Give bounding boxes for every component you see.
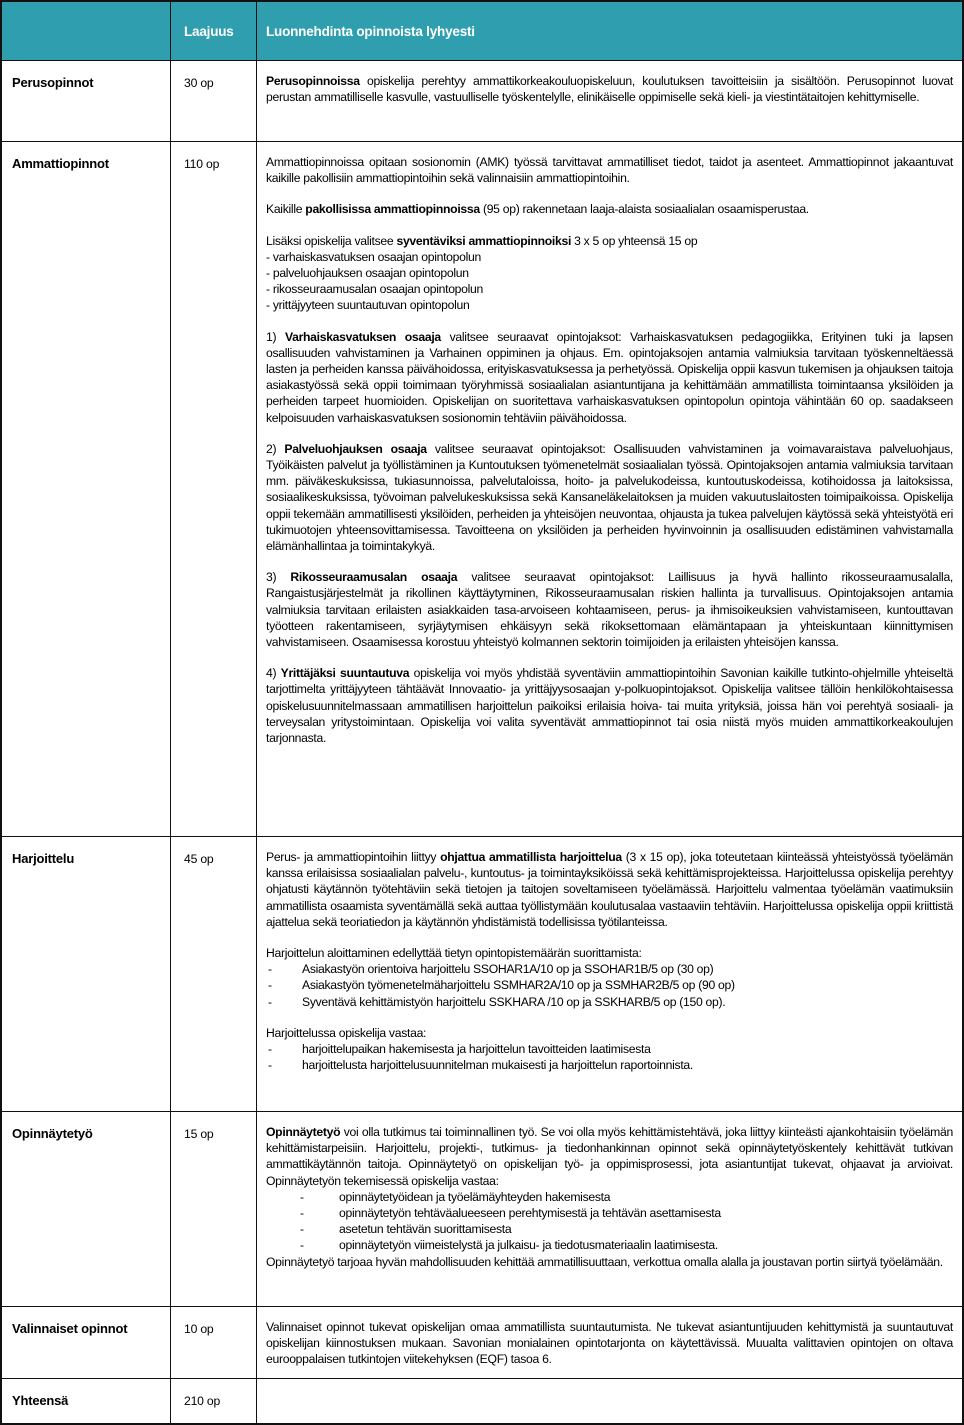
dash-marker: -: [268, 962, 272, 977]
header-cell-laajuus: [171, 2, 257, 60]
cell-label: [2, 837, 171, 1111]
text-run: 3): [266, 570, 291, 585]
cell-description: [257, 837, 962, 1111]
list-item-text: opinnäytetyön tehtäväalueeseen perehtymisestä ja tehtävän asettamisesta: [339, 1206, 721, 1221]
study-path-block: [266, 233, 953, 314]
text-run: 3 x 5 op yhteensä 15 op: [571, 233, 698, 248]
paragraph: [266, 849, 953, 930]
requirements-block: [266, 945, 953, 1010]
cell-credits: [171, 1307, 257, 1378]
bold-run: Palveluohjauksen osaaja: [284, 441, 427, 456]
paragraph: [266, 329, 953, 426]
text-run: valitsee seuraavat opintojaksot: Osallisuuden vahvistaminen ja voimavaraistava palveluohjaus, Työikäisten palvelut ja työllistäminen ja Kuntoutuksen työmenetelmät sosiaalialan työssä. Opintojaksojen antamia valmiuksia tarvitaan mm. päiväkeskuksissa, tukiasunnoissa, palvelutaloissa, hoito- ja palvelukodeissa, kuntoutuskodeissa, kotihoidossa ja laitoksissa, sosiaalikeskuksissa, työvoiman palvelukeskuksissa sekä Kansaneläkelaitoksen ja muiden vakuutuslaitosten toimipaikoissa. Opiskelija oppii tekemään ammatillisesti yksilöiden, perheiden ja yhteisöjen neuvontaa, ohjausta ja tukea palvelujen käytössä sekä yhteistyötä eri tukimuotojen yhteensovittamisessa. Tavoitteena on yksilöiden ja perheiden hyvinvoinnin ja osallisuuden edistäminen vahvistamalla elämänhallintaa ja toimintakykyä.: [266, 441, 953, 554]
credits-value: 45 op: [184, 852, 214, 866]
list-item: [300, 1237, 953, 1253]
cell-label: [2, 142, 171, 836]
dash-marker: -: [300, 1238, 304, 1253]
table-row-perusopinnot: [2, 60, 962, 141]
list-item: [266, 1057, 953, 1073]
row-label: Harjoittelu: [12, 851, 75, 866]
header-cell-description: [257, 2, 962, 60]
text-run: valitsee seuraavat opintojaksot: Laillisuus ja hyvä hallinto rikosseuraamusalalla, Rangaistusjärjestelmät ja rikollinen käyttäytyminen, Rikosseuraamusalan riskien hallinta ja turvallisuus. Opintojaksojen antamia valmiuksia tarvitaan erilaisten asiakkaiden tasa-arvoiseen kohtaamiseen, perus- ja ihmisoikeuksien vahvistamiseen, kuntouttavan työotteen rakentamiseen, syrjäytymisen ehkäisyyn sekä rikoksettomaan elämäntapaan ja yhteiskuntaan kiinnittymisen vahvistamiseen. Osaamisessa korostuu yhteistyö kolmannen sektorin toimijoiden ja erilaisten yhteisöjen kanssa.: [266, 570, 954, 650]
cell-description: [257, 1112, 962, 1306]
list-item-text: opinnäytetyön viimeistelystä ja julkaisu- ja tiedotusmateriaalin laatimisesta.: [339, 1238, 718, 1253]
row-label: Yhteensä: [12, 1393, 69, 1408]
list-item: [300, 1205, 953, 1221]
credits-value: 15 op: [184, 1127, 214, 1141]
table-row-yhteensa: [2, 1378, 962, 1423]
dash-marker: -: [268, 1042, 272, 1057]
cell-credits: [171, 837, 257, 1111]
text-run: opiskelija voi myös yhdistää syventäviin ammattiopintoihin Savonian kaikille tutkinto-ohjelmille yhteiseltä tarjottimelta yrittäjyyteen tähtäävät Innovaatio- ja yrittäjyysosaajan y-polkuopintojaksot. Opiskelija valitsee tällöin henkilökohtaisessa opiskelusuunnitelmassaan ammatillisen harjoittelun paikoiksi erilaisia hoiva- tai muita yrityksiä, joissa hän voi perehtyä sosiaali- ja terveysalan yritystoimintaan. Opiskelija voi valita syventävät ammattiopinnot tai osia niistä myös muiden ammattikorkeakoulujen tarjonnasta.: [266, 666, 953, 746]
bold-run: Perusopinnoissa: [266, 74, 360, 88]
bold-run: Opinnäytetyö: [266, 1125, 341, 1139]
dash-marker: -: [300, 1189, 304, 1204]
list-item: [266, 1041, 953, 1057]
cell-credits: [171, 1379, 257, 1423]
list-item-text: harjoittelusta harjoittelusuunnitelman mukaisesti ja harjoittelun raportoinnista.: [302, 1058, 693, 1073]
cell-label: [2, 1307, 171, 1378]
list-item: [266, 961, 953, 977]
text-run: (3 x 15 op), joka toteutetaan kiinteässä yhteistyössä työelämän kanssa erilaisissa sosiaalialan palvelu-, kuntoutus- ja toimintayksiköissä sekä kehittämisprojekteissa. Harjoittelussa opiskelija perehtyy ohjatusti käytännön työtehtäviin sekä tietojen ja taitojen soveltamiseen työelämässä. Harjoittelu valmentaa työelämän vaatimuksiin ammatillista osaamista syventämällä sekä auttaa työllistymään koulutusalaa vastaaviin tehtäviin. Harjoittelussa opiskelija oppii kriittistä ajattelua sekä teoriatiedon ja käytännön yhdistämistä todellisissa työtilanteissa.: [266, 850, 953, 929]
list-item-text: opinnäytetyöidean ja työelämäyhteyden hakemisesta: [339, 1189, 611, 1204]
study-path-item: - palveluohjauksen osaajan opintopolun: [266, 266, 469, 281]
bold-run: Rikosseuraamusalan osaaja: [290, 570, 458, 585]
list-item-text: Asiakastyön työmenetelmäharjoittelu SSMHAR2A/10 op ja SSMHAR2B/5 op (90 op): [302, 978, 735, 993]
credits-value: 30 op: [184, 76, 214, 90]
dash-marker: -: [300, 1206, 304, 1221]
bold-run: Yrittäjäksi suuntautuva: [280, 666, 410, 681]
dash-marker: -: [268, 978, 272, 993]
table-row-harjoittelu: [2, 836, 962, 1111]
table-row-opinnaytetyo: [2, 1111, 962, 1306]
cell-description-empty: [257, 1379, 962, 1423]
row-label: Perusopinnot: [12, 75, 94, 90]
list-item: [300, 1189, 953, 1205]
responsibilities-block: [266, 1025, 953, 1074]
paragraph: [266, 441, 953, 554]
cell-description: [257, 142, 962, 836]
bold-run: pakollisissa ammattiopinnoissa: [305, 202, 480, 217]
text-run: 4): [266, 666, 281, 681]
text-run: valitsee seuraavat opintojaksot: Varhaiskasvatuksen pedagogiikka, Erityinen tuki ja lapsen osallisuuden vahvistaminen ja Varhainen oppiminen ja ohjaus. Em. opintojaksojen antamia valmiuksia tarvitaan työskenneltäessä lasten ja perheiden kanssa päivähoidossa, erityiskasvatuksessa ja perhetyössä. Opiskelija oppii kasvun tukemisen ja ohjauksen taitoja asiakastyössä sekä oppii toimimaan työryhmissä sosiaalialan asiantuntijana ja kehittämään ammatillista toimintaansa yksilöiden ja perheiden tarpeet huomioiden. Opiskelijan on suoritettava varhaiskasvatuksen opintopolun opintoja vähintään 60 op. saadakseen kelpoisuuden varhaiskasvatuksen sosionomin tehtäviin päivähoidossa.: [266, 329, 953, 425]
text-run: Perus- ja ammattiopintoihin liittyy: [266, 850, 441, 864]
paragraph: [266, 1124, 953, 1189]
text-run: 1): [266, 329, 285, 344]
credits-value: 110 op: [184, 157, 220, 171]
thesis-task-list: [266, 1189, 953, 1254]
paragraph: [266, 154, 953, 186]
header-cell-empty: [2, 2, 171, 60]
cell-description: [257, 1307, 962, 1378]
list-item-text: asetetun tehtävän suorittamisesta: [339, 1222, 512, 1237]
paragraph: [266, 1319, 953, 1368]
paragraph: [266, 73, 953, 105]
cell-credits: [171, 1112, 257, 1306]
text-run: (95 op) rakennetaan laaja-alaista sosiaalialan osaamisperustaa.: [479, 202, 809, 217]
cell-label: [2, 1112, 171, 1306]
cell-label: [2, 61, 171, 141]
header-description-label: Luonnehdinta opinnoista lyhyesti: [266, 23, 475, 39]
list-item-text: Asiakastyön orientoiva harjoittelu SSOHAR1A/10 op ja SSOHAR1B/5 op (30 op): [302, 962, 714, 977]
paragraph: [266, 665, 953, 746]
text-run: Valinnaiset opinnot tukevat opiskelijan omaa ammatillista suuntautumista. Ne tukevat asiantuntijuuden kehittymistä ja suuntautuvat opiskelijan kiinnostuksen mukaan. Savonian monialainen opintotarjonta on käytettävissä. Muualta valittavien opintojen on oltava eurooppalaisen tutkintojen viitekehyksen (EQF) tasoa 6.: [266, 1320, 953, 1367]
cell-description: [257, 61, 962, 141]
closing-paragraph: Opinnäytetyö tarjoaa hyvän mahdollisuuden kehittää ammatillisuuttaan, verkottua omalla alalla ja joustavan portin siirtyä työelämään.: [266, 1254, 943, 1269]
text-run: Kaikille: [266, 202, 306, 217]
text-run: opiskelija perehtyy ammattikorkeakouluopiskeluun, koulutuksen tavoitteisiin ja sisältöön. Perusopinnot luovat perustan ammatilliselle kasvulle, vastuulliselle työskentelylle, elinikäiselle oppimiselle sekä kieli- ja viestintätaitojen kehittymiselle.: [266, 74, 953, 105]
cell-credits: [171, 142, 257, 836]
table-header-row: [2, 2, 962, 60]
list-item-text: Syventävä kehittämistyön harjoittelu SSKHARA /10 op ja SSKHARB/5 op (150 op).: [302, 994, 726, 1009]
dash-marker: -: [268, 994, 272, 1009]
header-laajuus-label: Laajuus: [184, 23, 234, 39]
credits-value: 10 op: [184, 1322, 214, 1336]
cell-label: [2, 1379, 171, 1423]
study-path-item: - varhaiskasvatuksen osaajan opintopolun: [266, 249, 481, 264]
cell-credits: [171, 61, 257, 141]
row-label: Ammattiopinnot: [12, 156, 109, 171]
table-row-valinnaiset-opinnot: [2, 1306, 962, 1378]
list-item: [300, 1221, 953, 1237]
study-path-item: - yrittäjyyteen suuntautuvan opintopolun: [266, 298, 470, 313]
text-run: 2): [266, 441, 285, 456]
row-label: Opinnäytetyö: [12, 1126, 93, 1141]
list-item: [266, 994, 953, 1010]
dash-marker: -: [300, 1222, 304, 1237]
row-label: Valinnaiset opinnot: [12, 1321, 128, 1336]
bold-run: syventäviksi ammattiopinnoiksi: [396, 233, 572, 248]
list-item-text: harjoittelupaikan hakemisesta ja harjoittelun tavoitteiden laatimisesta: [302, 1042, 651, 1057]
paragraph: [266, 201, 953, 217]
paragraph: [266, 569, 953, 650]
list-item: [266, 977, 953, 993]
study-path-item: - rikosseuraamusalan osaajan opintopolun: [266, 282, 483, 297]
text-run: Ammattiopinnoissa opitaan sosionomin (AMK) työssä tarvittavat ammatilliset tiedot, taidot ja asenteet. Ammattiopinnot jakaantuvat kaikille pakollisiin ammattiopintoihin sekä valinnaisiin ammattiopintoihin.: [266, 155, 953, 186]
bold-run: ohjattua ammatillista harjoittelua: [440, 850, 622, 864]
list-intro: Harjoittelussa opiskelija vastaa:: [266, 1025, 427, 1040]
list-intro: Harjoittelun aloittaminen edellyttää tietyn opintopistemäärän suorittamista:: [266, 946, 642, 961]
bold-run: Varhaiskasvatuksen osaaja: [284, 329, 441, 344]
text-run: Lisäksi opiskelija valitsee: [266, 233, 397, 248]
paragraph: [266, 233, 953, 249]
table-row-ammattiopinnot: [2, 141, 962, 836]
text-run: voi olla tutkimus tai toiminnallinen työ. Se voi olla myös kehittämistehtävä, joka liittyy kiinteästi ajankohtaisiin työelämän kehittämistarpeisiin. Harjoittelu, projekti-, tutkimus- ja tiedonhankinnan opinnot sekä opinnäytetyöskentely kehittävät tutkivan ammattikäytännön taitoja. Opinnäytetyö on opiskelijan työ- ja oppimisprosessi, jota asiantuntijat tukevat, ohjaavat ja arvioivat. Opinnäytetyön tekemisessä opiskelija vastaa:: [266, 1125, 953, 1188]
credits-value: 210 op: [184, 1394, 221, 1408]
dash-marker: -: [268, 1058, 272, 1073]
